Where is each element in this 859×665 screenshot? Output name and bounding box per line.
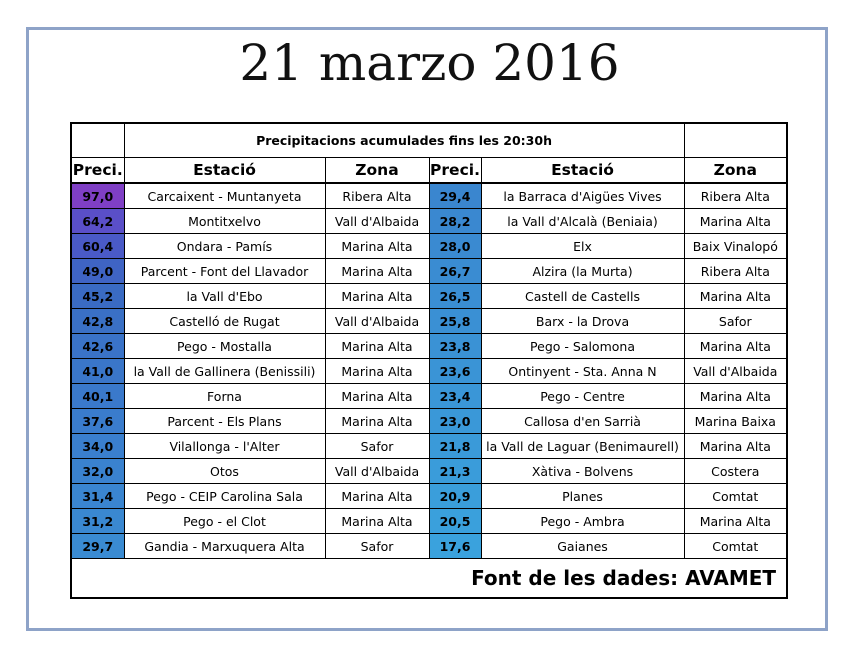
station-name: Alzira (la Murta)	[481, 259, 684, 284]
station-name: Pego - Ambra	[481, 509, 684, 534]
station-name: Gandia - Marxuquera Alta	[124, 534, 325, 559]
station-name: Callosa d'en Sarrià	[481, 409, 684, 434]
table-row	[71, 209, 787, 234]
precipitation-table	[70, 122, 788, 599]
station-name: la Vall de Gallinera (Benissili)	[124, 359, 325, 384]
header-estacio: Estació	[124, 158, 325, 184]
zone-name: Marina Alta	[325, 334, 429, 359]
table-row	[71, 384, 787, 409]
table-row	[71, 334, 787, 359]
header-preci: Preci.	[71, 158, 124, 184]
table-row	[71, 284, 787, 309]
station-name: la Vall d'Ebo	[124, 284, 325, 309]
table-row	[71, 459, 787, 484]
zone-name: Marina Alta	[684, 334, 787, 359]
header-preci: Preci.	[429, 158, 481, 184]
station-name: Gaianes	[481, 534, 684, 559]
precip-value: 29,4	[429, 183, 481, 209]
header-zona: Zona	[684, 158, 787, 184]
zone-name: Marina Alta	[684, 434, 787, 459]
zone-name: Safor	[684, 309, 787, 334]
source-footer: Font de les dades: AVAMET	[71, 559, 787, 599]
zone-name: Baix Vinalopó	[684, 234, 787, 259]
precip-value: 41,0	[71, 359, 124, 384]
precip-value: 31,4	[71, 484, 124, 509]
precip-value: 64,2	[71, 209, 124, 234]
precip-value: 21,8	[429, 434, 481, 459]
precip-value: 23,0	[429, 409, 481, 434]
table-row	[71, 359, 787, 384]
zone-name: Costera	[684, 459, 787, 484]
precip-value: 17,6	[429, 534, 481, 559]
zone-name: Marina Alta	[325, 409, 429, 434]
zone-name: Marina Baixa	[684, 409, 787, 434]
precip-value: 20,9	[429, 484, 481, 509]
precip-value: 42,6	[71, 334, 124, 359]
precip-value: 32,0	[71, 459, 124, 484]
table-row	[71, 409, 787, 434]
precip-value: 28,2	[429, 209, 481, 234]
precip-value: 25,8	[429, 309, 481, 334]
zone-name: Ribera Alta	[684, 183, 787, 209]
table-row	[71, 484, 787, 509]
station-name: Pego - Salomona	[481, 334, 684, 359]
station-name: Pego - Mostalla	[124, 334, 325, 359]
zone-name: Marina Alta	[325, 284, 429, 309]
blank-corner-cell	[684, 123, 787, 158]
precip-value: 26,7	[429, 259, 481, 284]
station-name: Planes	[481, 484, 684, 509]
station-name: Forna	[124, 384, 325, 409]
zone-name: Vall d'Albaida	[325, 309, 429, 334]
precip-value: 26,5	[429, 284, 481, 309]
precip-value: 20,5	[429, 509, 481, 534]
station-name: la Vall de Laguar (Benimaurell)	[481, 434, 684, 459]
header-zona: Zona	[325, 158, 429, 184]
header-estacio: Estació	[481, 158, 684, 184]
station-name: Xàtiva - Bolvens	[481, 459, 684, 484]
blank-corner-cell	[71, 123, 124, 158]
table-row	[71, 309, 787, 334]
zone-name: Comtat	[684, 484, 787, 509]
zone-name: Marina Alta	[325, 509, 429, 534]
zone-name: Marina Alta	[684, 384, 787, 409]
station-name: Elx	[481, 234, 684, 259]
precip-value: 49,0	[71, 259, 124, 284]
table-row	[71, 534, 787, 559]
precip-value: 34,0	[71, 434, 124, 459]
table-row	[71, 434, 787, 459]
station-name: Parcent - Font del Llavador	[124, 259, 325, 284]
zone-name: Vall d'Albaida	[684, 359, 787, 384]
station-name: Pego - CEIP Carolina Sala	[124, 484, 325, 509]
zone-name: Marina Alta	[325, 384, 429, 409]
station-name: Montitxelvo	[124, 209, 325, 234]
precip-value: 42,8	[71, 309, 124, 334]
precip-value: 23,4	[429, 384, 481, 409]
station-name: Pego - el Clot	[124, 509, 325, 534]
table-row	[71, 234, 787, 259]
precip-value: 23,6	[429, 359, 481, 384]
precip-value: 37,6	[71, 409, 124, 434]
precip-value: 40,1	[71, 384, 124, 409]
zone-name: Vall d'Albaida	[325, 459, 429, 484]
station-name: Castell de Castells	[481, 284, 684, 309]
station-name: Vilallonga - l'Alter	[124, 434, 325, 459]
zone-name: Marina Alta	[684, 284, 787, 309]
station-name: Pego - Centre	[481, 384, 684, 409]
station-name: Otos	[124, 459, 325, 484]
zone-name: Marina Alta	[325, 259, 429, 284]
zone-name: Ribera Alta	[325, 183, 429, 209]
precip-value: 45,2	[71, 284, 124, 309]
station-name: la Vall d'Alcalà (Beniaia)	[481, 209, 684, 234]
table-heading: Precipitacions acumulades fins les 20:30h	[124, 123, 684, 158]
page-title: 21 marzo 2016	[239, 34, 620, 92]
table-row	[71, 183, 787, 209]
station-name: Carcaixent - Muntanyeta	[124, 183, 325, 209]
table-row	[71, 509, 787, 534]
zone-name: Comtat	[684, 534, 787, 559]
zone-name: Safor	[325, 534, 429, 559]
precip-value: 21,3	[429, 459, 481, 484]
precip-value: 60,4	[71, 234, 124, 259]
precip-value: 23,8	[429, 334, 481, 359]
station-name: Castelló de Rugat	[124, 309, 325, 334]
zone-name: Marina Alta	[684, 509, 787, 534]
precip-value: 28,0	[429, 234, 481, 259]
zone-name: Marina Alta	[684, 209, 787, 234]
zone-name: Ribera Alta	[684, 259, 787, 284]
station-name: Barx - la Drova	[481, 309, 684, 334]
precip-value: 31,2	[71, 509, 124, 534]
zone-name: Marina Alta	[325, 234, 429, 259]
precip-value: 97,0	[71, 183, 124, 209]
zone-name: Marina Alta	[325, 484, 429, 509]
station-name: la Barraca d'Aigües Vives	[481, 183, 684, 209]
precip-value: 29,7	[71, 534, 124, 559]
zone-name: Vall d'Albaida	[325, 209, 429, 234]
table-row	[71, 259, 787, 284]
station-name: Ontinyent - Sta. Anna N	[481, 359, 684, 384]
zone-name: Safor	[325, 434, 429, 459]
station-name: Parcent - Els Plans	[124, 409, 325, 434]
zone-name: Marina Alta	[325, 359, 429, 384]
station-name: Ondara - Pamís	[124, 234, 325, 259]
